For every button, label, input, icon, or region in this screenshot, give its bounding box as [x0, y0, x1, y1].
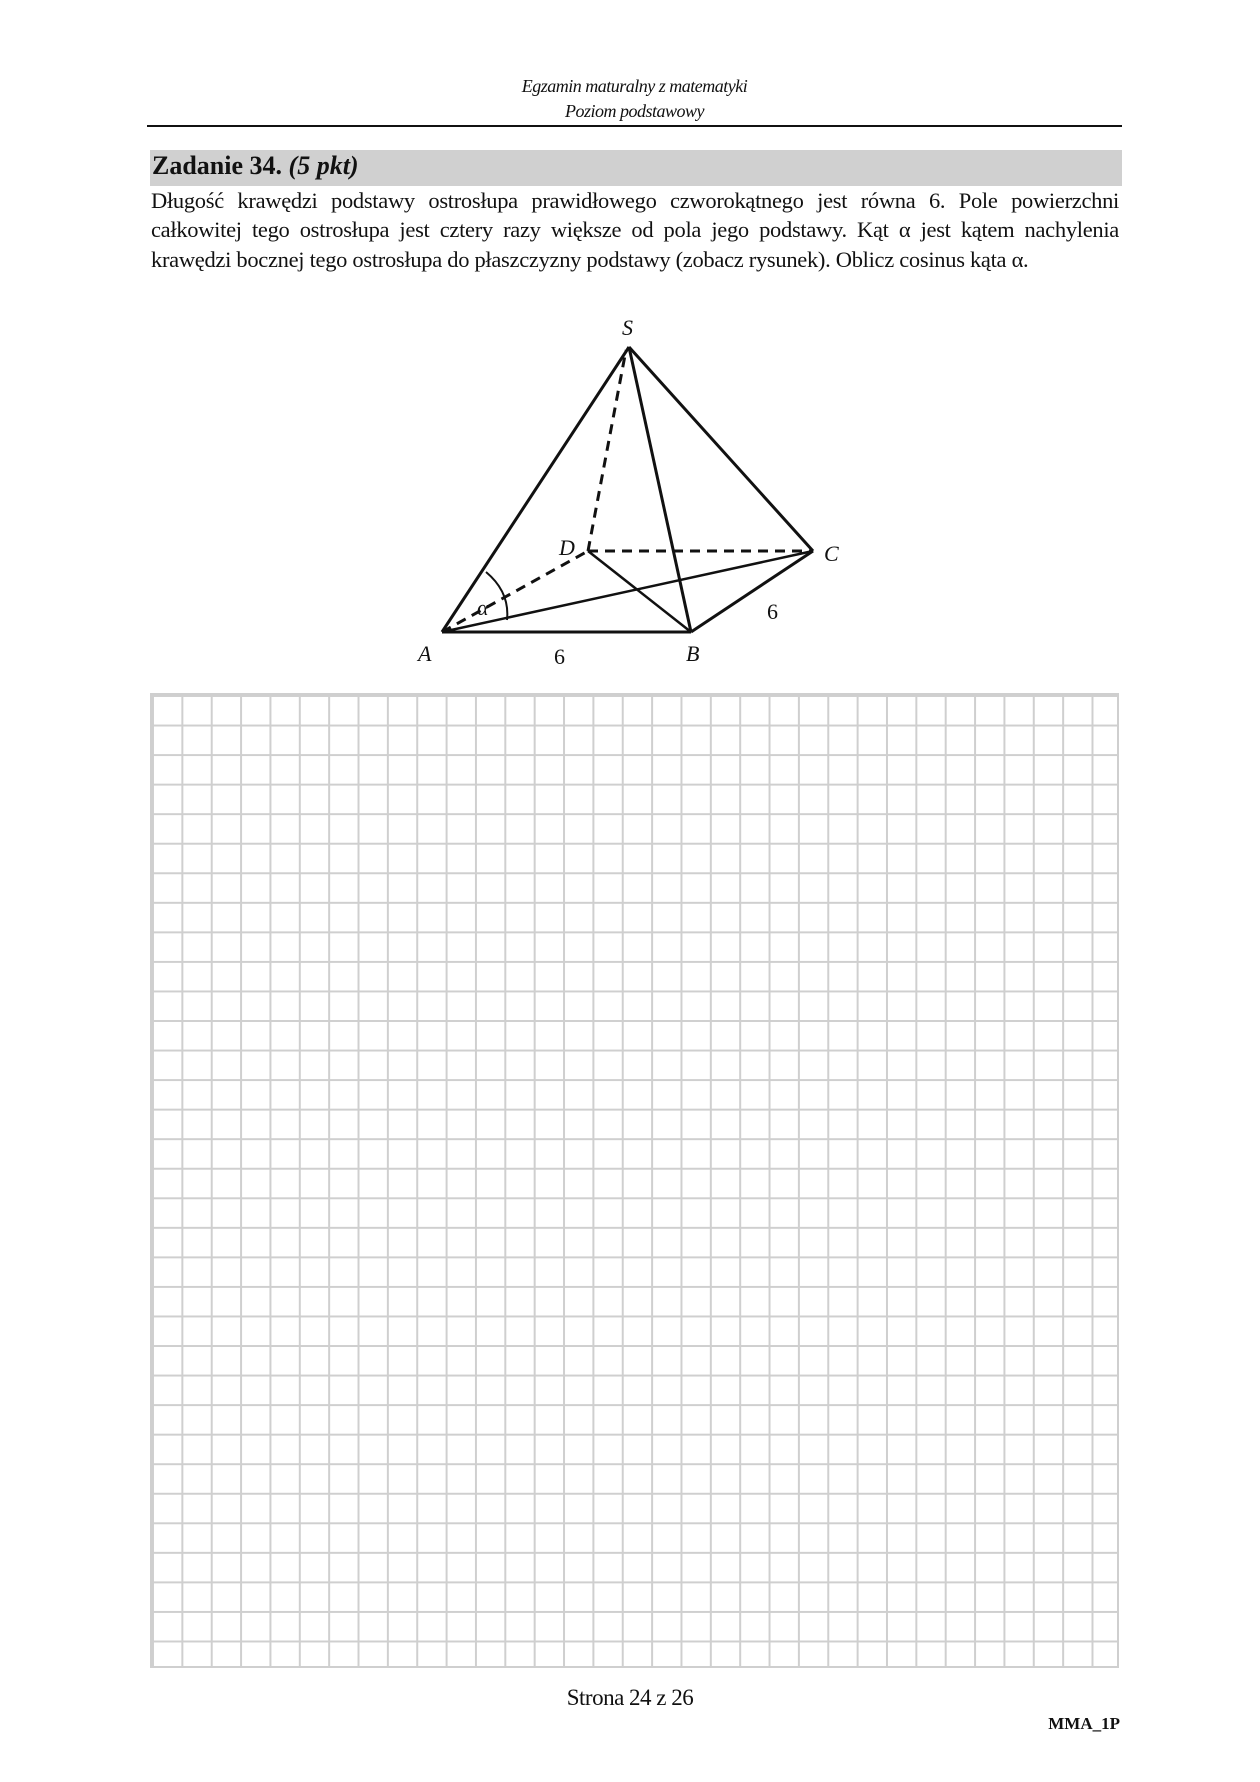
task-points: (5 pkt) [288, 151, 359, 180]
edge-sc [629, 347, 813, 551]
diagonal-ac [442, 551, 813, 632]
edge-sa [442, 347, 629, 632]
label-c: C [824, 541, 839, 566]
task-number: Zadanie 34. [152, 151, 283, 180]
label-a: A [418, 641, 432, 666]
header-level: Poziom podstawowy [564, 101, 704, 121]
label-edge-bc: 6 [767, 599, 778, 624]
task-text: Długość krawędzi podstawy ostrosłupa prawidłowego czworokątnego jest równa 6. Pole powierzchni całkowitej tego ostrosłupa jest cztery razy większe od pola jego podstawy. Kąt α jest kątem nachylenia krawędzi bocznej tego ostrosłupa do płaszczyzny podstawy (zobacz rysunek). Oblicz cosinus kąta α. [151, 188, 1119, 272]
label-alpha: α [477, 595, 489, 620]
header-exam-title: Egzamin maturalny z matematyki [521, 76, 748, 96]
page-number: Strona 24 z 26 [566, 1685, 694, 1710]
label-s: S [622, 315, 633, 340]
label-b: B [686, 641, 700, 666]
answer-grid[interactable] [150, 693, 1119, 1668]
edge-ad-hidden [442, 551, 588, 632]
label-d: D [559, 535, 575, 560]
label-edge-ab: 6 [554, 644, 565, 669]
angle-alpha-arc [486, 572, 507, 620]
exam-code: MMA_1P [1048, 1714, 1120, 1733]
pyramid-figure [0, 0, 1260, 700]
